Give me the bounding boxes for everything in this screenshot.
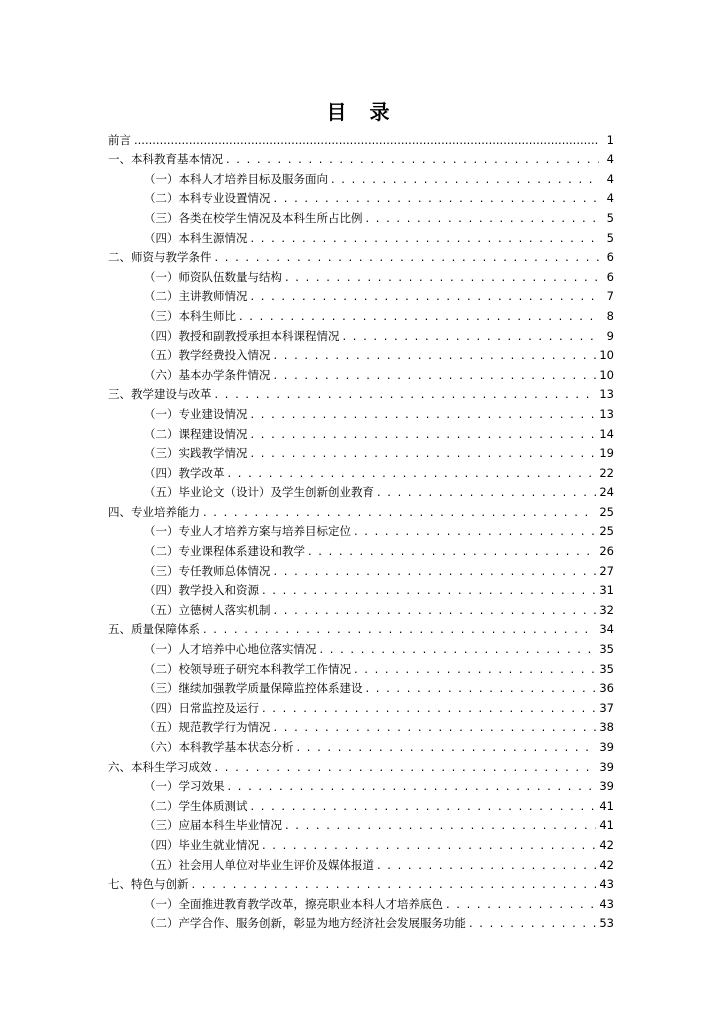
toc-page-number: 5 [606,210,614,225]
toc-entry-label: （二）产学合作、服务创新，彰显为地方经济社会发展服务功能 [144,916,466,931]
dot-leader [262,838,596,852]
table-of-contents [108,127,614,930]
toc-page-number: 31 [599,583,614,598]
dot-leader [366,211,600,225]
toc-page-number: 39 [599,740,614,754]
toc-entry-label: （六）本科教学基本状态分析 [144,740,294,754]
toc-entry[interactable] [108,382,614,402]
toc-page-number: 4 [606,191,614,206]
toc-page-number: 38 [599,720,614,735]
toc-subentry[interactable] [108,852,614,872]
toc-entry-label: （四）教学投入和资源 [144,583,259,598]
toc-subentry[interactable] [108,323,614,343]
toc-page-number: 35 [599,642,614,657]
toc-entry-label: （二）学生体质测试 [144,798,248,813]
toc-entry[interactable] [108,127,614,147]
toc-subentry[interactable] [108,813,614,833]
toc-page-number: 37 [599,700,614,715]
dot-leader [262,701,596,715]
dot-leader [239,309,599,323]
dot-leader [274,348,597,362]
toc-page-number: 53 [599,916,614,931]
toc-page-number: 9 [606,328,614,343]
toc-subentry[interactable] [108,656,614,676]
toc-page-number: 7 [606,289,614,304]
dot-leader [469,916,596,930]
toc-entry-label: 二、师资与教学条件 [108,250,212,265]
toc-entry[interactable] [108,617,614,637]
toc-subentry[interactable] [108,264,614,284]
toc-entry-label: （二）主讲教师情况 [144,289,248,304]
toc-entry-label: （一）人才培养中心地位落实情况 [144,642,317,657]
toc-entry-label: （二）专业课程体系建设和教学 [144,544,305,559]
toc-entry-label: 七、特色与创新 [108,877,189,892]
dot-leader [274,603,597,617]
toc-subentry[interactable] [108,793,614,813]
toc-page-number: 4 [606,171,614,186]
toc-page-number: 26 [599,544,614,559]
dot-leader [274,191,600,205]
dot-leader [192,877,597,891]
toc-entry-label: （五）教学经费投入情况 [144,348,271,363]
toc-page-number: 39 [599,779,614,794]
toc-entry-label: （一）师资队伍数量与结构 [144,269,282,284]
toc-entry[interactable] [108,499,614,519]
dot-leader [354,524,596,538]
toc-page-number: 6 [606,250,614,265]
toc-entry-label: （四）教授和副教授承担本科课程情况 [144,328,340,343]
toc-subentry[interactable] [108,832,614,852]
toc-subentry[interactable] [108,421,614,441]
dot-leader [285,270,599,284]
toc-entry-label: （一）学习效果 [144,779,225,794]
toc-page-number: 32 [599,602,614,617]
toc-subentry[interactable] [108,186,614,206]
dot-leader [215,250,600,264]
toc-entry-label: 六、本科生学习成效 [108,759,212,774]
toc-entry-label: （一）全面推进教育教学改革，擦亮职业本科人才培养底色 [144,896,443,911]
toc-subentry[interactable] [108,480,614,500]
dot-leader [251,446,597,460]
toc-page-number: 10 [599,367,614,382]
toc-subentry[interactable] [108,362,614,382]
toc-page-number: 25 [599,504,614,519]
dot-leader [251,799,597,813]
dot-leader [297,740,597,754]
dot-leader [274,564,597,578]
toc-page-number: 43 [599,896,614,911]
toc-entry[interactable] [108,245,614,265]
dot-leader [203,505,596,519]
toc-subentry[interactable] [108,284,614,304]
toc-entry-label: 前言 [108,132,131,147]
toc-page-number: 13 [599,387,614,402]
toc-subentry[interactable] [108,441,614,461]
toc-subentry[interactable] [108,460,614,480]
dot-leader [320,642,597,656]
dot-leader [377,858,596,872]
toc-subentry[interactable] [108,303,614,323]
toc-page-number: 4 [606,152,614,167]
dot-leader [215,387,597,401]
toc-subentry[interactable] [108,205,614,225]
dot-leader [226,152,599,166]
toc-page-number: 34 [599,622,614,637]
dot-leader [251,427,597,441]
toc-entry-label: （三）本科生师比 [144,308,236,323]
toc-entry-label: （一）本科人才培养目标及服务面向 [144,171,328,186]
dot-leader [331,172,599,186]
toc-entry-label: （五）社会用人单位对毕业生评价及媒体报道 [144,857,374,872]
toc-page-number: 42 [599,837,614,852]
toc-entry-label: （二）课程建设情况 [144,426,248,441]
toc-entry-label: （一）专业人才培养方案与培养目标定位 [144,524,351,539]
dot-leader [251,231,600,245]
toc-entry-label: （四）本科生源情况 [144,230,248,245]
toc-entry-label: （五）立德树人落实机制 [144,602,271,617]
toc-subentry[interactable] [108,225,614,245]
dot-leader [134,133,599,147]
toc-entry-label: 一、本科教育基本情况 [108,152,223,167]
toc-entry-label: （四）教学改革 [144,465,225,480]
toc-subentry[interactable] [108,401,614,421]
toc-entry-label: （三）继续加强教学质量保障监控体系建设 [144,681,363,696]
toc-page-number: 43 [599,877,614,892]
toc-entry-label: （三）专任教师总体情况 [144,563,271,578]
toc-subentry[interactable] [108,774,614,794]
toc-subentry[interactable] [108,911,614,931]
toc-entry-label: （五）毕业论文（设计）及学生创新创业教育 [144,485,374,500]
toc-page-number: 6 [606,269,614,284]
toc-entry[interactable] [108,872,614,892]
toc-subentry[interactable] [108,891,614,911]
dot-leader [446,897,596,911]
toc-entry-label: （一）专业建设情况 [144,406,248,421]
toc-page-number: 19 [599,446,614,461]
dot-leader [215,760,597,774]
toc-page-number: 36 [599,681,614,696]
toc-subentry[interactable] [108,715,614,735]
dot-leader [251,407,597,421]
dot-leader [274,720,597,734]
dot-leader [285,818,596,832]
toc-entry-label: （三）各类在校学生情况及本科生所占比例 [144,210,363,225]
toc-subentry[interactable] [108,676,614,696]
toc-entry-label: 五、质量保障体系 [108,622,200,637]
dot-leader [251,289,600,303]
toc-subentry[interactable] [108,578,614,598]
toc-subentry[interactable] [108,343,614,363]
toc-subentry[interactable] [108,734,614,754]
dot-leader [228,466,597,480]
toc-entry-label: （三）实践教学情况 [144,446,248,461]
toc-subentry[interactable] [108,636,614,656]
dot-leader [343,329,600,343]
toc-page-number: 8 [606,308,614,323]
dot-leader [274,368,597,382]
toc-subentry[interactable] [108,166,614,186]
toc-page-number: 42 [599,857,614,872]
toc-entry[interactable] [108,754,614,774]
toc-page-number: 22 [599,465,614,480]
toc-entry-label: 三、教学建设与改革 [108,387,212,402]
dot-leader [366,681,597,695]
toc-page-number: 41 [599,818,614,833]
toc-subentry[interactable] [108,538,614,558]
toc-entry-label: （六）基本办学条件情况 [144,367,271,382]
toc-page-number: 1 [606,132,614,147]
dot-leader [203,622,596,636]
toc-entry-label: （四）毕业生就业情况 [144,837,259,852]
toc-page-number: 35 [599,661,614,676]
toc-entry-label: （三）应届本科生毕业情况 [144,818,282,833]
dot-leader [354,662,596,676]
toc-entry-label: 四、专业培养能力 [108,504,200,519]
toc-subentry[interactable] [108,558,614,578]
toc-entry-label: （二）校领导班子研究本科教学工作情况 [144,661,351,676]
toc-page-number: 25 [599,524,614,539]
toc-page-number: 39 [599,759,614,774]
toc-subentry[interactable] [108,695,614,715]
toc-title: 目 录 [326,100,398,124]
dot-leader [377,485,596,499]
toc-page-number: 5 [606,230,614,245]
toc-subentry[interactable] [108,519,614,539]
dot-leader [262,583,596,597]
dot-leader [308,544,596,558]
toc-page-number: 41 [599,798,614,813]
toc-page-number: 24 [599,485,614,500]
toc-entry-label: （二）本科专业设置情况 [144,191,271,206]
toc-entry[interactable] [108,147,614,167]
dot-leader [228,779,597,793]
toc-page-number: 27 [599,563,614,578]
toc-page-number: 10 [599,348,614,363]
toc-entry-label: （五）规范教学行为情况 [144,720,271,735]
toc-page-number: 13 [599,406,614,421]
toc-entry-label: （四）日常监控及运行 [144,700,259,715]
toc-subentry[interactable] [108,597,614,617]
toc-page-number: 14 [599,426,614,441]
